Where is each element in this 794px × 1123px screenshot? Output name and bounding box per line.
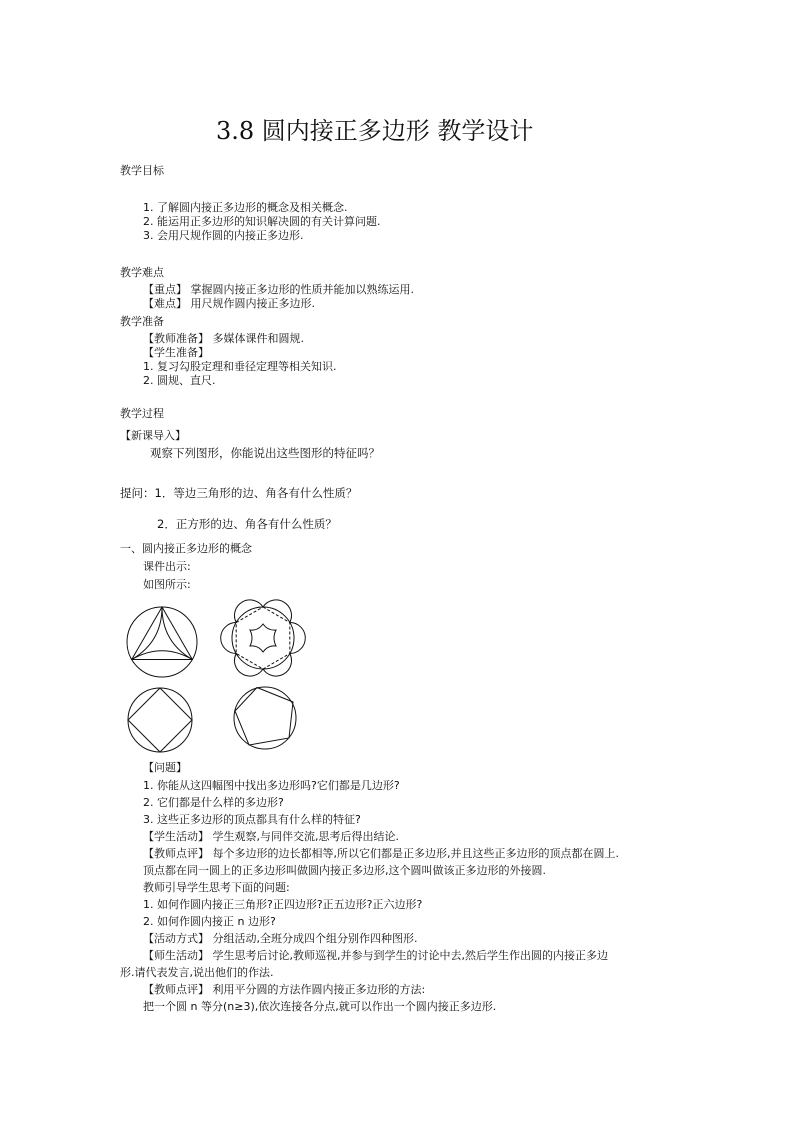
problem-item: 2. 它们都是什么样的多边形? [143, 796, 284, 809]
inner-star [250, 624, 276, 652]
page-title: 3.8 圆内接正多边形 教学设计 [216, 117, 534, 145]
guide-item: 2. 如何作圆内接正 n 边形? [143, 915, 276, 928]
teacher-comment: 【教师点评】 每个多边形的边长都相等,所以它们都是正多边形,并且这些正多边形的顶点都在圆上. [143, 847, 619, 860]
objective-item: 2. 能运用正多边形的知识解决圆的有关计算问题. [143, 215, 381, 228]
question-1: 提问：1．等边三角形的边、角各有什么性质？ [120, 486, 358, 500]
section-1-heading: 一、圆内接正多边形的概念 [120, 542, 252, 555]
outer-circle [232, 607, 294, 669]
problem-tag: 【问题】 [143, 761, 187, 774]
teacher-student-activity-cont: 形.请代表发言,说出他们的作法. [120, 966, 274, 979]
guide-text: 教师引导学生思考下面的问题: [143, 881, 290, 894]
preparation-heading: 教学准备 [120, 315, 164, 328]
dashed-hexagon [236, 607, 290, 669]
figure-hexagon-petals [222, 597, 304, 679]
teacher-preparation: 【教师准备】 多媒体课件和圆规. [143, 332, 304, 345]
problem-item: 3. 这些正多边形的顶点都具有什么样的特征? [143, 813, 361, 826]
inner-arc [132, 651, 193, 660]
preparation-item: 2. 圆规、直尺. [143, 374, 216, 387]
figure-pentagon-circle [232, 685, 298, 751]
objectives-heading: 教学目标 [120, 164, 164, 177]
student-preparation: 【学生准备】 [143, 346, 209, 359]
hard-point: 【难点】 用尺规作圆内接正多边形. [143, 297, 315, 310]
outer-petals [221, 600, 306, 676]
intro-tag: 【新课导入】 [120, 429, 186, 442]
guide-item: 1. 如何作圆内接正三角形?正四边形?正五边形?正六边形? [143, 898, 423, 911]
question-2: 2．正方形的边、角各有什么性质？ [157, 517, 337, 531]
process-heading: 教学过程 [120, 407, 164, 420]
difficulties-heading: 教学难点 [120, 266, 164, 279]
activity-mode: 【活动方式】 分组活动,全班分成四个组分别作四种图形. [143, 932, 418, 945]
teacher-student-activity: 【师生活动】 学生思考后讨论,教师巡视,并参与到学生的讨论中去,然后学生作出圆的内接正多边 [143, 949, 608, 962]
as-shown-label: 如图所示: [143, 578, 191, 591]
preparation-item: 1. 复习勾股定理和垂径定理等相关知识. [143, 360, 337, 373]
objective-item: 3. 会用尺规作圆的内接正多边形. [143, 229, 304, 242]
courseware-label: 课件出示: [143, 560, 191, 573]
intro-text: 观察下列图形，你能说出这些图形的特征吗？ [150, 446, 380, 460]
teacher-comment-2: 【教师点评】 利用平分圆的方法作圆内接正多边形的方法: [143, 983, 426, 996]
objective-item: 1. 了解圆内接正多边形的概念及相关概念. [143, 201, 348, 214]
outer-circle [128, 688, 192, 752]
student-activity: 【学生活动】 学生观察,与同伴交流,思考后得出结论. [143, 830, 399, 843]
key-point: 【重点】 掌握圆内接正多边形的性质并能加以熟练运用. [143, 283, 414, 296]
figure-triangle-circle [124, 604, 200, 680]
figure-square-circle [125, 685, 195, 755]
outer-circle [234, 687, 296, 749]
conclusion: 把一个圆 n 等分(n≥3),依次连接各分点,就可以作出一个圆内接正多边形. [143, 1000, 497, 1013]
teacher-comment-cont: 顶点都在同一圆上的正多边形叫做圆内接正多边形,这个圆叫做该正多边形的外接圆. [143, 864, 546, 877]
problem-item: 1. 你能从这四幅图中找出多边形吗?它们都是几边形? [143, 779, 400, 792]
